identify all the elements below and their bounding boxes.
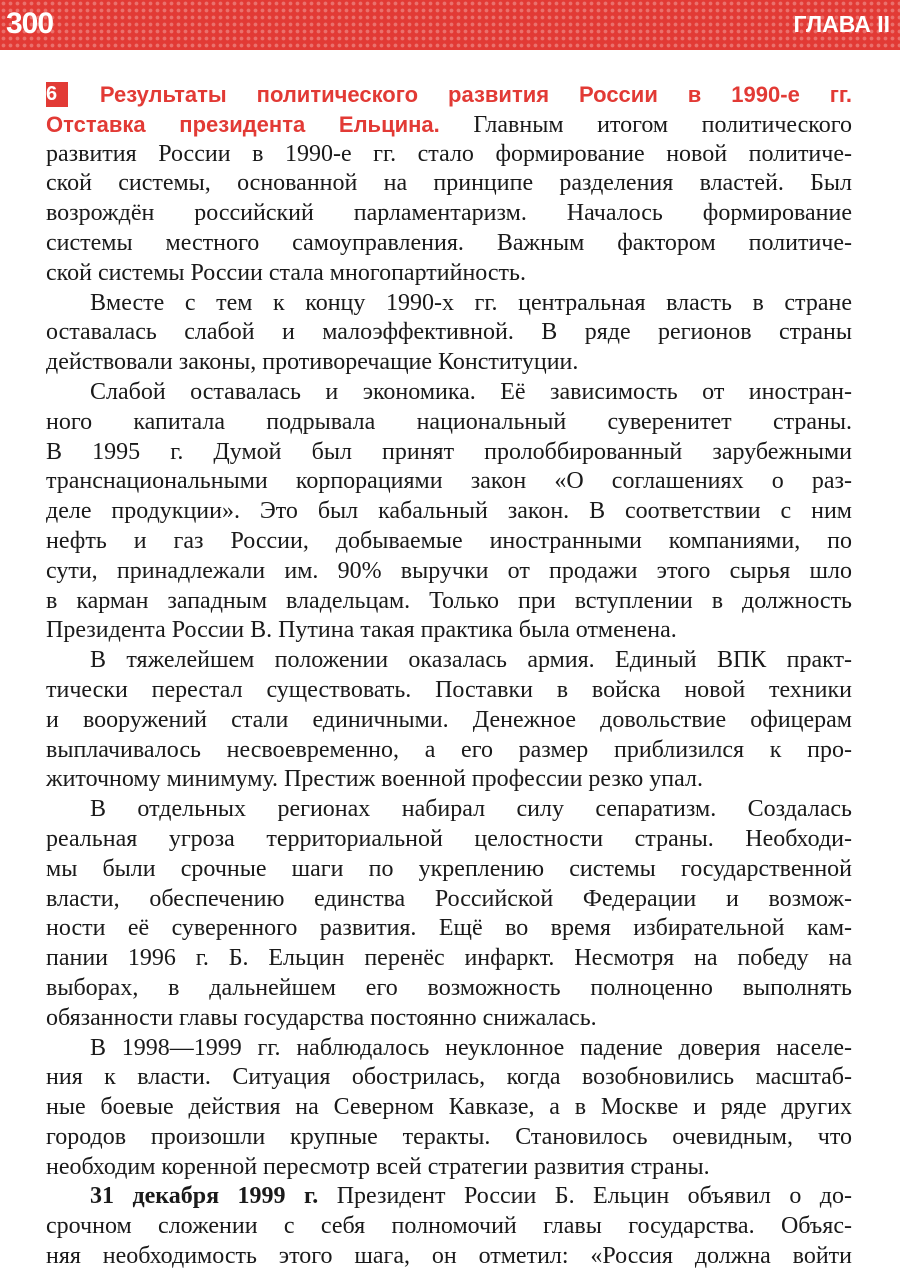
text-line: В 1995 г. Думой был принят пролоббированный зарубежными — [46, 438, 852, 465]
section-number-badge: 6 — [46, 82, 68, 107]
text-line: деле продукции». Это был кабальный закон. В соответствии с ним — [46, 498, 852, 525]
text-line: ности её суверенного развития. Ещё во время избирательной кам- — [46, 915, 852, 942]
text-line: мы были срочные шаги по укреплению системы государственной — [46, 855, 852, 882]
date-highlight: 31 декабря 1999 г. — [90, 1183, 319, 1210]
text-line: системы местного самоуправления. Важным фактором политиче- — [46, 229, 852, 256]
text-line: сути, принадлежали им. 90% выручки от продажи этого сырья шло — [46, 557, 852, 584]
text-line: ния к власти. Ситуация обострилась, когда возобновились масштаб- — [46, 1064, 852, 1091]
text-line: реальная угроза территориальной целостности страны. Необходи- — [46, 825, 852, 852]
page-number: 300 — [6, 7, 54, 40]
text-line: выборах, в дальнейшем его возможность полноценно выполнять — [46, 974, 852, 1001]
text-line: тически перестал существовать. Поставки в войска новой техники — [46, 676, 852, 703]
text-line: власти, обеспечению единства Российской Федерации и возмож- — [46, 885, 852, 912]
text-line — [46, 110, 852, 140]
text-line: необходим коренной пересмотр всей стратегии развития страны. — [46, 1153, 710, 1180]
text-line: обязанности главы государства постоянно снижалась. — [46, 1004, 597, 1031]
page-body — [46, 80, 852, 1272]
text-line: няя необходимость этого шага, он отметил: «Россия должна войти — [46, 1243, 852, 1270]
text-span: Главным итогом политического — [439, 111, 852, 138]
text-line: транснациональными корпорациями закон «О соглашениях о раз- — [46, 468, 852, 495]
text-line: ного капитала подрывала национальный суверенитет страны. — [46, 408, 852, 435]
text-line: В тяжелейшем положении оказалась армия. Единый ВПК практ- — [90, 647, 852, 674]
section-heading-line-1 — [46, 80, 852, 110]
text-line: В 1998—1999 гг. наблюдалось неуклонное падение доверия населе- — [90, 1034, 852, 1061]
text-line: в карман западным владельцам. Только при вступлении в должность — [46, 587, 852, 614]
text-line: городов произошли крупные теракты. Становилось очевидным, что — [46, 1123, 852, 1150]
text-line: срочном сложении с себя полномочий главы государства. Объяс- — [46, 1213, 852, 1240]
text-line: Слабой оставалась и экономика. Её зависимость от иностран- — [90, 378, 852, 405]
text-line: действовали законы, противоречащие Конституции. — [46, 349, 579, 376]
text-line: и вооружений стали единичными. Денежное довольствие офицерам — [46, 706, 852, 733]
page-header — [0, 0, 900, 50]
section-heading-cont: Отставка президента Ельцина. — [46, 111, 440, 137]
text-line — [46, 1182, 852, 1212]
text-line: нефть и газ России, добываемые иностранными компаниями, по — [46, 527, 852, 554]
text-line: ской системы России стала многопартийность. — [46, 259, 526, 286]
text-line: ные боевые действия на Северном Кавказе, а в Москве и ряде других — [46, 1094, 852, 1121]
text-line: пании 1996 г. Б. Ельцин перенёс инфаркт. Несмотря на победу на — [46, 945, 852, 972]
text-line: Вместе с тем к концу 1990-х гг. центральная власть в стране — [90, 289, 852, 316]
text-line: В отдельных регионах набирал силу сепаратизм. Создалась — [90, 796, 852, 823]
text-line: возрождён российский парламентаризм. Началось формирование — [46, 200, 852, 227]
chapter-title: ГЛАВА II — [793, 11, 890, 37]
text-line: развития России в 1990-е гг. стало формирование новой политиче- — [46, 140, 852, 167]
section-heading: Результаты политического развития России в 1990-е гг. — [99, 82, 853, 107]
text-line: ской системы, основанной на принципе разделения властей. Был — [46, 170, 852, 197]
text-line: житочному минимуму. Престиж военной профессии резко упал. — [46, 766, 703, 793]
text-line: оставалась слабой и малоэффективной. В ряде регионов страны — [46, 319, 852, 346]
text-line: Президента России В. Путина такая практика была отменена. — [46, 617, 677, 644]
text-line: выплачивалось несвоевременно, а его размер приблизился к про- — [46, 736, 852, 763]
text-span: Президент России Б. Ельцин объявил о до- — [318, 1183, 853, 1210]
